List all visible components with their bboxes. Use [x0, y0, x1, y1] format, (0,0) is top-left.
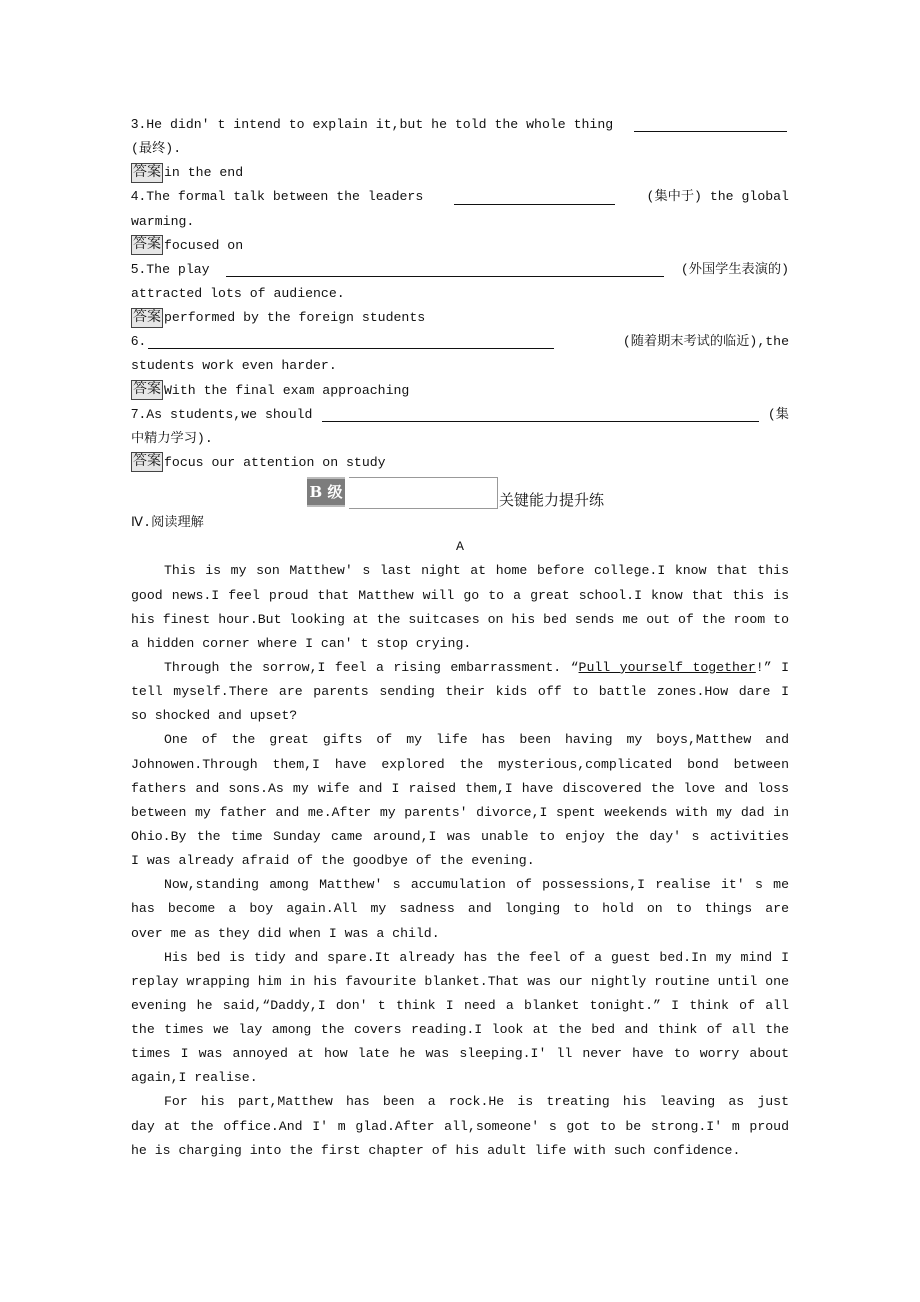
paragraph-line: he is charging into the first chapter of his adult life with such confidence.: [131, 1142, 741, 1158]
question-prefix: [131, 257, 210, 282]
question-number: 4: [131, 188, 139, 204]
answer-blank: [634, 114, 787, 132]
level-box: [349, 477, 498, 509]
answer-text: performed by the foreign students: [164, 310, 426, 326]
question-line: [131, 185, 789, 209]
paragraph-line: replay wrapping him in his favourite blanket.That was our nightly routine until one: [131, 973, 789, 989]
answer-line: [131, 379, 789, 403]
passage-title: A: [456, 539, 464, 555]
answer-blank: [454, 187, 615, 205]
answer-label: 答案: [133, 309, 161, 326]
question-text: .: [138, 334, 147, 350]
question-number: 3: [131, 115, 139, 131]
document-content: [131, 113, 789, 1163]
paragraph-line: has become a boy again.All my sadness and longing to hold on to things are: [131, 901, 789, 917]
question-number: 6: [131, 333, 139, 349]
answer-label: 答案: [133, 237, 161, 254]
paragraph-line: again,I realise.: [131, 1070, 258, 1086]
paragraph-line: One of the great gifts of my life has been having my boys,Matthew and: [164, 732, 789, 748]
answer-text: With the final exam approaching: [164, 382, 410, 398]
question-suffix: (随着期末考试的临近),the: [622, 334, 789, 350]
paragraph-line: over me as they did when I was a child.: [131, 925, 440, 941]
level-header: [131, 475, 789, 511]
paragraph-line: [131, 656, 789, 680]
question-prefix: [131, 402, 312, 427]
question-text: .The formal talk between the leaders: [138, 189, 424, 205]
question-text: .As students,we should: [138, 406, 313, 422]
question-line: [131, 113, 789, 137]
answer-text: in the end: [164, 165, 244, 181]
answer-text: focus our attention on study: [164, 454, 386, 470]
question-line-2: 中精力学习).: [131, 430, 213, 446]
paragraph-line: I was already afraid of the goodbye of the evening.: [131, 853, 535, 869]
underlined-phrase: Pull yourself together: [578, 659, 756, 675]
question-text: .The play: [138, 261, 210, 277]
answer-line: [131, 451, 789, 475]
answer-blank: [226, 259, 664, 277]
level-title: 关键能力提升练: [499, 493, 605, 511]
question-suffix: (集: [767, 406, 789, 422]
question-line: [131, 258, 789, 282]
paragraph-line: evening he said,“Daddy,I don' t think I need a blanket tonight.” I think of all: [131, 997, 789, 1013]
text-segment: Through the sorrow,I feel a rising embarrassment. “: [164, 659, 579, 675]
question-line-2: (最终).: [131, 141, 182, 157]
answer-line: [131, 234, 789, 258]
paragraph-line: the times we lay among the covers reading.I look at the bed and think of all the: [131, 1022, 789, 1038]
question-suffix: (外国学生表演的): [680, 261, 789, 277]
answer-label: 答案: [133, 164, 161, 181]
question-prefix: [131, 329, 146, 354]
question-number: 7: [131, 405, 139, 421]
paragraph-line: so shocked and upset?: [131, 708, 298, 724]
paragraph-line: a hidden corner where I can' t stop crying.: [131, 635, 472, 651]
paragraph-line: day at the office.And I' m glad.After all,someone' s got to be strong.I' m proud: [131, 1118, 789, 1134]
answer-line: [131, 161, 789, 185]
question-prefix: [131, 112, 613, 137]
answer-blank: [148, 331, 554, 349]
paragraph-line: This is my son Matthew' s last night at home before college.I know that this: [164, 563, 789, 579]
paragraph-line: tell myself.There are parents sending their kids off to battle zones.How dare I: [131, 684, 789, 700]
paragraph-line: Now,standing among Matthew' s accumulation of possessions,I realise it' s me: [164, 877, 789, 893]
question-blank-group: [131, 329, 556, 354]
paragraph-line: good news.I feel proud that Matthew will go to a great school.I know that this is: [131, 587, 789, 603]
answer-blank: [322, 404, 759, 422]
paragraph-line: Johnowen.Through them,I have explored the mysterious,complicated bond between: [131, 756, 789, 772]
question-line-2: students work even harder.: [131, 358, 337, 374]
question-line: [131, 330, 789, 354]
question-number: 5: [131, 260, 139, 276]
paragraph-line: between my father and me.After my parents' divorce,I spent weekends with my dad in: [131, 804, 789, 820]
answer-text: focused on: [164, 237, 244, 253]
question-prefix: [131, 184, 423, 209]
level-badge: B 级: [307, 477, 345, 507]
paragraph-line: Ohio.By the time Sunday came around,I was unable to enjoy the day' s activities: [131, 828, 789, 844]
paragraph-line: fathers and sons.As my wife and I raised them,I have discovered the love and loss: [131, 780, 789, 796]
question-line-2: warming.: [131, 213, 195, 229]
paragraph-line: For his part,Matthew has been a rock.He is treating his leaving as just: [164, 1094, 789, 1110]
question-text: .He didn' t intend to explain it,but he told the whole thing: [138, 116, 614, 132]
answer-line: [131, 306, 789, 330]
question-line-2: attracted lots of audience.: [131, 285, 345, 301]
question-suffix: (集中于) the global: [646, 189, 789, 205]
question-line: [131, 403, 789, 427]
paragraph-line: his finest hour.But looking at the suitcases on his bed sends me out of the room to: [131, 611, 789, 627]
answer-label: 答案: [133, 454, 161, 471]
paragraph-line: His bed is tidy and spare.It already has the feel of a guest bed.In my mind I: [164, 949, 789, 965]
answer-label: 答案: [133, 382, 161, 399]
section-heading: Ⅳ.阅读理解: [131, 515, 204, 531]
paragraph-line: times I was annoyed at how late he was sleeping.I' ll never have to worry about: [131, 1046, 789, 1062]
text-segment: !” I: [755, 659, 789, 675]
